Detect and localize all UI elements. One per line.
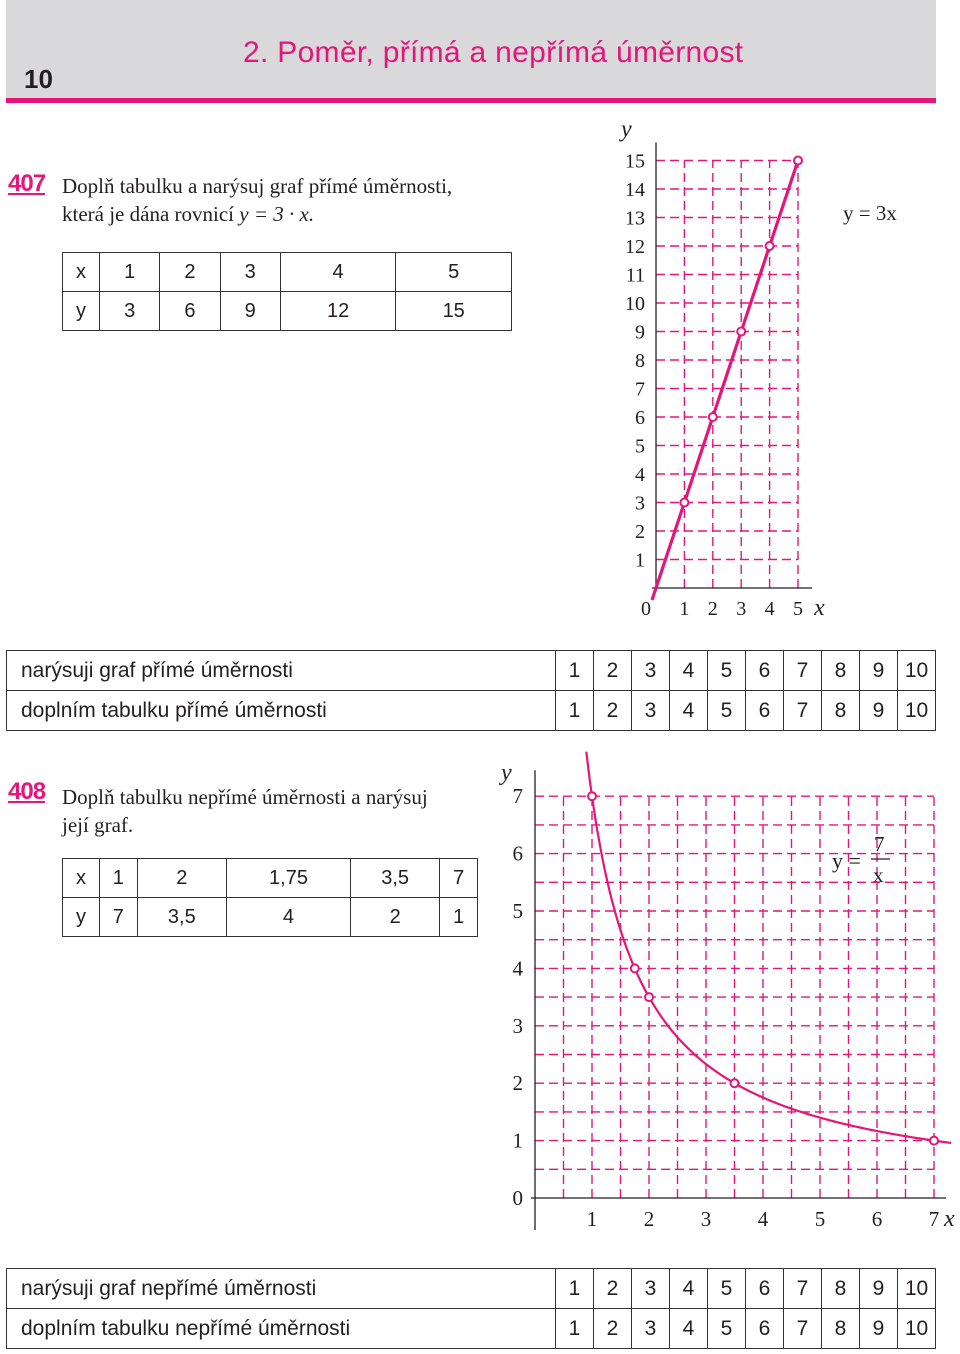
y-tick-label: 11 (625, 264, 645, 287)
table-cell[interactable]: 3 (220, 253, 280, 292)
chapter-title: 2. Poměr, přímá a nepřímá úměrnost (243, 36, 744, 69)
rating-option[interactable]: 4 (670, 1269, 708, 1309)
self-assessment-row (7, 1269, 936, 1309)
y-axis-label: y (501, 760, 512, 787)
rating-option[interactable]: 8 (822, 651, 860, 691)
table-cell[interactable]: 3,5 (350, 859, 439, 898)
table-cell[interactable]: 7 (440, 859, 478, 898)
rating-option[interactable]: 4 (670, 1309, 708, 1349)
x-tick-label: 3 (736, 598, 747, 620)
y-tick-label: 2 (512, 1071, 523, 1096)
x-tick-label: 0 (641, 598, 651, 620)
rating-option[interactable]: 1 (556, 651, 594, 691)
y-tick-label: 7 (512, 784, 523, 809)
rating-option[interactable]: 1 (556, 1309, 594, 1349)
rating-option[interactable]: 7 (784, 1309, 822, 1349)
rating-option[interactable]: 3 (632, 651, 670, 691)
x-tick-label: 3 (700, 1207, 712, 1231)
exercise-408-line2: její graf. (62, 813, 134, 837)
rating-option[interactable]: 6 (746, 1269, 784, 1309)
y-tick-label: 1 (512, 1128, 523, 1153)
rating-option[interactable]: 1 (556, 691, 594, 731)
x-tick-label: 4 (764, 598, 775, 620)
y-tick-label: 3 (512, 1013, 523, 1038)
table-cell[interactable]: 5 (396, 253, 512, 292)
page-number: 10 (24, 64, 53, 94)
rating-option[interactable]: 5 (708, 691, 746, 731)
table-cell[interactable]: 1 (440, 898, 478, 937)
graph-408-equation-lhs: y = (832, 848, 861, 873)
table-cell[interactable]: 2 (350, 898, 439, 937)
y-tick-label: 10 (625, 293, 645, 315)
rating-option[interactable]: 3 (632, 1309, 670, 1349)
table-cell[interactable]: 15 (396, 292, 512, 331)
self-assessment-label: doplním tabulku přímé úměrnosti (7, 691, 556, 731)
table-cell[interactable]: 4 (227, 898, 351, 937)
x-tick-label: 7 (928, 1207, 940, 1231)
rating-option[interactable]: 5 (708, 1309, 746, 1349)
x-tick-label: 4 (757, 1207, 769, 1231)
self-assessment-label: doplním tabulku nepřímé úměrnosti (7, 1309, 556, 1349)
rating-option[interactable]: 5 (708, 1269, 746, 1309)
rating-option[interactable]: 1 (556, 1269, 594, 1309)
table-cell[interactable]: 1,75 (227, 859, 351, 898)
table-cell[interactable]: 3,5 (137, 898, 226, 937)
table-header-x: x (63, 859, 100, 898)
table-cell[interactable]: 2 (160, 253, 220, 292)
rating-option[interactable]: 2 (594, 1269, 632, 1309)
data-curve (586, 752, 951, 1143)
y-tick-label: 0 (512, 1186, 523, 1210)
rating-option[interactable]: 5 (708, 651, 746, 691)
rating-option[interactable]: 6 (746, 691, 784, 731)
rating-option[interactable]: 7 (784, 691, 822, 731)
x-tick-label: 5 (814, 1207, 826, 1231)
table-cell[interactable]: 1 (100, 253, 160, 292)
rating-option[interactable]: 2 (594, 651, 632, 691)
rating-option[interactable]: 8 (822, 1269, 860, 1309)
x-tick-label: 6 (871, 1207, 883, 1231)
table-cell[interactable]: 4 (280, 253, 396, 292)
x-axis-label: x (944, 1206, 955, 1232)
exercise-407-line1: Doplň tabulku a narýsuj graf přímé úměrnosti, (62, 174, 453, 198)
exercise-number-407: 407 (8, 170, 46, 197)
y-axis-label: y (621, 116, 632, 143)
rating-option[interactable]: 9 (860, 691, 898, 731)
x-tick-label: 2 (707, 598, 718, 620)
rating-option[interactable]: 8 (822, 691, 860, 731)
graph-408-grid (535, 796, 934, 1198)
table-cell[interactable]: 3 (100, 292, 160, 331)
x-tick-label: 5 (793, 598, 803, 620)
data-point (731, 1079, 739, 1087)
y-tick-label: 4 (635, 464, 645, 486)
self-assessment-408 (6, 1268, 936, 1349)
y-tick-label: 9 (635, 321, 645, 344)
rating-option[interactable]: 10 (898, 691, 936, 731)
y-tick-label: 8 (635, 350, 645, 372)
rating-option[interactable]: 6 (746, 1309, 784, 1349)
exercise-408-line1: Doplň tabulku nepřímé úměrnosti a narýsuj (62, 785, 428, 809)
rating-option[interactable]: 9 (860, 1269, 898, 1309)
self-assessment-row (7, 1309, 936, 1349)
y-tick-label: 6 (635, 407, 645, 429)
y-tick-label: 5 (512, 899, 523, 923)
y-tick-label: 12 (625, 236, 645, 258)
graph-408-tick-labels (499, 760, 955, 1232)
table-cell[interactable]: 9 (220, 292, 280, 331)
rating-option[interactable]: 10 (898, 651, 936, 691)
x-tick-label: 1 (679, 598, 690, 620)
table-header-y: y (63, 898, 100, 937)
rating-option[interactable]: 8 (822, 1309, 860, 1349)
table-cell[interactable]: 12 (280, 292, 396, 331)
table-header-x: x (63, 253, 100, 292)
self-assessment-label: narýsuji graf nepřímé úměrnosti (7, 1269, 556, 1309)
y-tick-label: 15 (625, 150, 645, 173)
exercise-407-equation-inline: y = 3 · x. (239, 202, 315, 226)
self-assessment-label: narýsuji graf přímé úměrnosti (7, 651, 556, 691)
y-tick-label: 7 (635, 378, 645, 401)
graph-408-curve (586, 752, 951, 1143)
graph-408-equation-numerator: 7 (874, 832, 885, 856)
y-tick-label: 1 (635, 549, 645, 572)
table-cell[interactable]: 6 (160, 292, 220, 331)
rating-option[interactable]: 3 (632, 1269, 670, 1309)
y-tick-label: 13 (625, 207, 645, 230)
rating-option[interactable]: 10 (898, 1309, 936, 1349)
table-cell[interactable]: 7 (100, 898, 138, 937)
rating-option[interactable]: 9 (860, 651, 898, 691)
data-point (588, 792, 596, 800)
rating-option[interactable]: 10 (898, 1269, 936, 1309)
data-point (930, 1137, 938, 1145)
x-tick-label: 1 (586, 1207, 598, 1231)
y-tick-label: 3 (635, 492, 645, 515)
y-tick-label: 5 (635, 435, 645, 458)
graph-408-equation-denominator: x (873, 863, 884, 887)
graph-407-equation-label: y = 3x (843, 201, 897, 225)
rating-option[interactable]: 3 (632, 691, 670, 731)
rating-option[interactable]: 6 (746, 651, 784, 691)
x-tick-label: 2 (643, 1207, 655, 1231)
data-point (645, 993, 653, 1001)
table-cell[interactable]: 1 (100, 859, 138, 898)
data-point (631, 964, 639, 972)
y-tick-label: 2 (635, 521, 645, 543)
y-tick-label: 14 (625, 179, 645, 201)
rating-option[interactable]: 9 (860, 1309, 898, 1349)
table-header-y: y (63, 292, 100, 331)
table-cell[interactable]: 2 (137, 859, 226, 898)
rating-option[interactable]: 4 (670, 691, 708, 731)
exercise-number-408: 408 (8, 778, 46, 805)
rating-option[interactable]: 2 (594, 691, 632, 731)
y-tick-label: 6 (512, 841, 523, 866)
y-tick-label: 4 (512, 956, 523, 981)
rating-option[interactable]: 2 (594, 1309, 632, 1349)
rating-option[interactable]: 7 (784, 651, 822, 691)
rating-option[interactable]: 7 (784, 1269, 822, 1309)
exercise-407-line2-text: která je dána rovnicí (62, 202, 240, 226)
x-axis-label: x (814, 595, 825, 621)
rating-option[interactable]: 4 (670, 651, 708, 691)
